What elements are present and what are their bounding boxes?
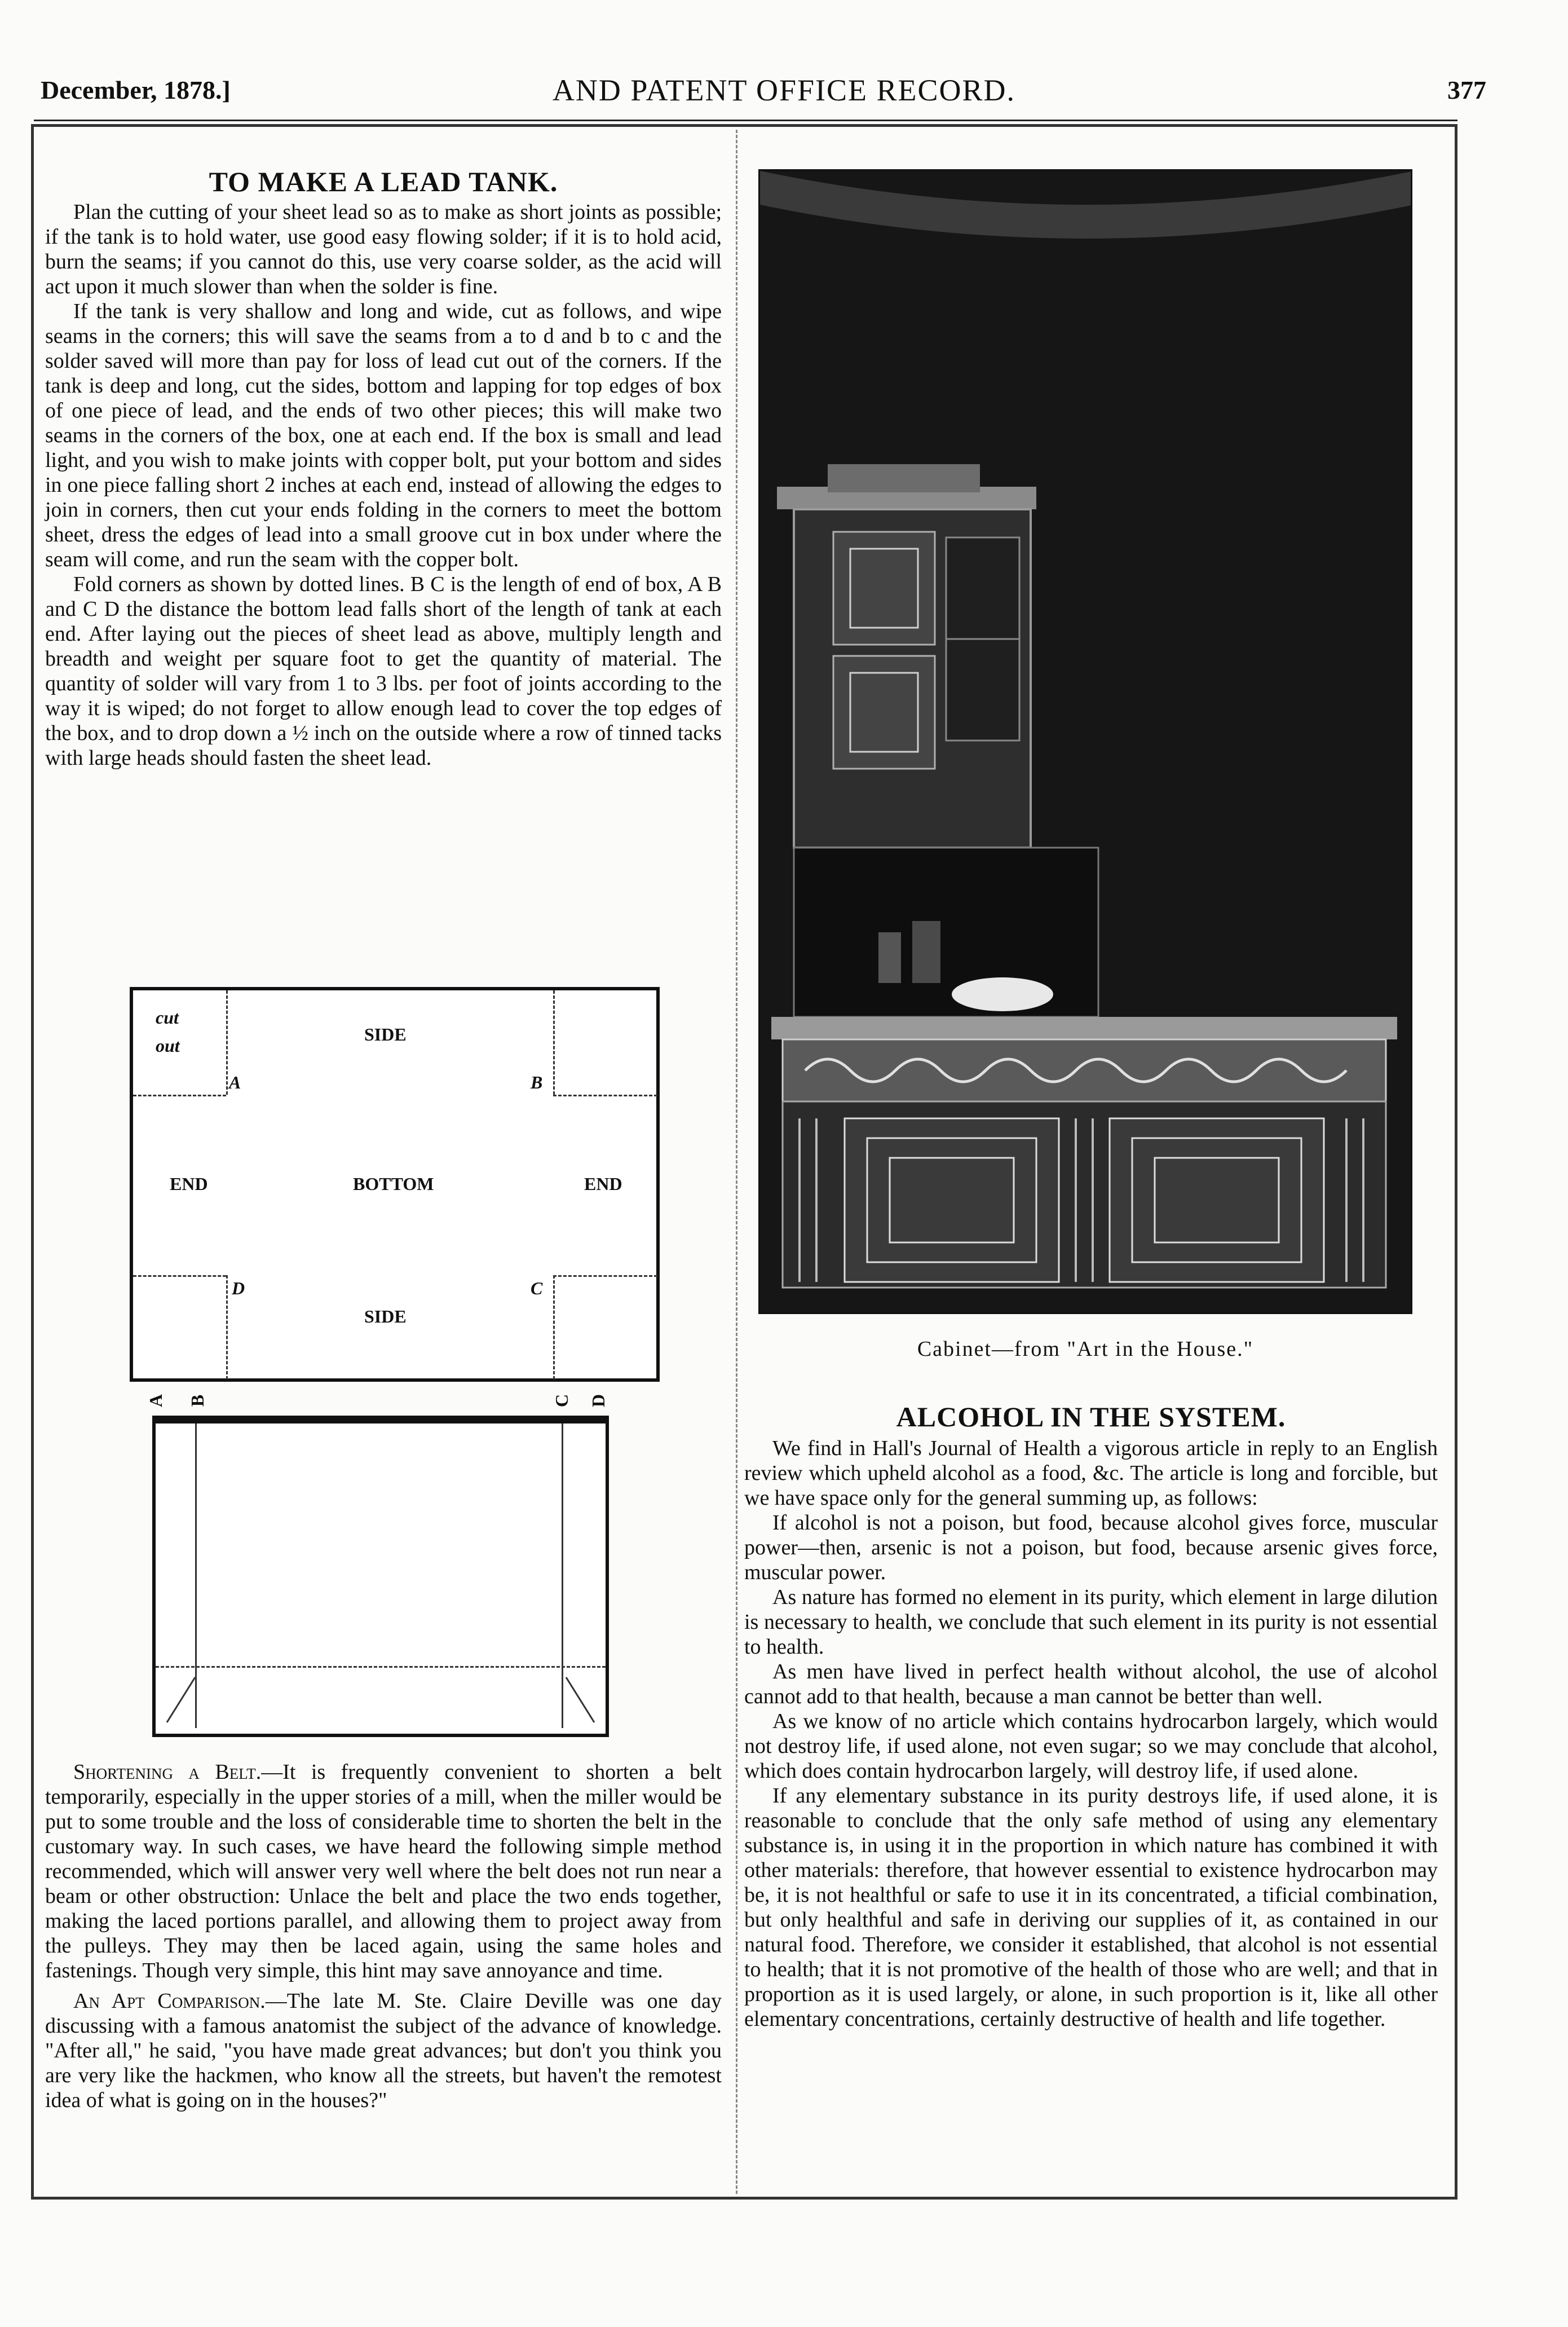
box-corner-folds [156,1666,606,1728]
fold-line-a-vertical [226,990,228,1095]
label-end-left: END [170,1174,208,1194]
comparison-text: —The late M. Ste. Claire Deville was one day discussing with a famous anatomist the subject of the advance of knowledge. "After all," he said, "you have made great advances; but don't you think you are very like the hackmen, who know all the streets, but haven't the remotest idea of what is going on in the houses?" [45,1989,722,2112]
label-c: C [531,1278,543,1298]
label-side-top: SIDE [364,1024,407,1044]
label-out: out [156,1035,180,1056]
alcohol-intro: We find in Hall's Journal of Health a vigorous article in reply to an English review which upheld alcohol as a food, &c. The article is long and forcible, but we have space only for the general summing up, as follows: [744,1436,1438,1510]
label-cut: cut [156,1007,179,1028]
fold-line-d-vertical [226,1275,228,1380]
alcohol-paragraph-5: If any elementary substance in its purity destroys life, if used alone, it is reasonable to conclude that the only safe method of using any elementary substance is, in using it in the proportion in which nature has combined it with other materials: therefore, that however essential to existence hydrocarbon may be, it is not healthful or safe to use it in its concentrated, a tificial combination, but only healthful and safe in deriving our supplies of it, as contained in our natural food. Therefore, we consider it established, that alcohol is not essential to health; that it is not promotive of the health of those who are well; and that in proportion as it is used largely, or alone, in such proportion is it, like all other elementary concentrations, certainly destructive of health and life together. [744,1784,1438,2031]
alcohol-paragraph-3: As men have lived in perfect health without alcohol, the use of alcohol cannot add to that health, because a man cannot be better than well. [744,1660,1438,1708]
belt-title: Shortening a Belt. [73,1760,262,1784]
lead-tank-article [45,166,722,770]
header-date: December, 1878.] [41,76,231,104]
lead-tank-layout-diagram [130,987,660,1382]
fold-line-top-right [553,1095,657,1096]
alcohol-paragraph-1: If alcohol is not a poison, but food, because alcohol gives force, muscular power—then, arsenic is not a poison, but food, because arsenic gives force, muscular power. [744,1511,1438,1584]
comparison-title: An Apt Comparison. [73,1989,266,2013]
lead-tank-paragraph-2: If the tank is very shallow and long and wide, cut as follows, and wipe seams in the corners; this will save the seams from a to d and b to c and the solder saved will more than pay for loss of lead cut out of the corners. If the tank is deep and long, cut the sides, bottom and lapping for top edges of box of one piece of lead, and the ends of two other pieces; this will make two seams in the corners of the box, one at each end. If the box is small and lead light, and you wish to make joints with copper bolt, put your bottom and sides in one piece falling short 2 inches at each end, instead of allowing the edges to join in corners, then cut your ends folding in the corners to meet the bottom sheet, dress the edges of lead into a small groove cut in box under where the seam will come, and run the seam with the copper bolt. [45,299,722,571]
lead-tank-title: TO MAKE A LEAD TANK. [209,166,558,197]
header-title: AND PATENT OFFICE RECORD. [552,73,1016,107]
label-b: B [531,1072,543,1092]
fold-line-bottom-left [133,1275,226,1277]
label-side-bottom: SIDE [364,1306,407,1326]
fold-line-c-vertical [553,1275,555,1380]
fold-line-top-left [133,1095,226,1096]
belt-article [45,1760,722,2113]
header-rule [34,120,1457,121]
alcohol-paragraph-2: As nature has formed no element in its purity, which element in large dilution is necessary to health, we conclude that such element in its purity is not essential to health. [744,1585,1438,1659]
side-label-a: A [145,1394,166,1408]
page-number: 377 [1447,76,1486,104]
alcohol-article [744,1401,1438,2031]
lead-tank-paragraph-1: Plan the cutting of your sheet lead so as to make as short joints as possible; if the tank is to hold water, use good easy flowing solder; if it is to hold acid, burn the seams; if you cannot do this, use very coarse solder, as the acid will act upon it much slower than when the solder is fine. [45,200,722,298]
label-bottom: BOTTOM [353,1174,434,1194]
lead-tank-paragraph-3: Fold corners as shown by dotted lines. B C is the length of end of box, A B and C D the distance the bottom lead falls short of the length of tank at each end. After laying out the pieces of sheet lead as above, multiply length and breadth and weight per square foot to get the quantity of material. The quantity of solder will vary from 1 to 3 lbs. per foot of joints according to the way it is wiped; do not forget to allow enough lead to cover the top edges of the box, and to drop down a ½ inch on the outside where a row of tinned tacks with large heads should fasten the sheet lead. [45,572,722,770]
cabinet-illustration [758,169,1412,1314]
label-a: A [229,1072,241,1092]
label-end-right: END [584,1174,622,1194]
lead-tank-box-diagram [152,1416,609,1737]
cabinet-drawing [760,171,1412,1314]
fold-line-bottom-right [553,1275,657,1277]
column-divider [736,130,737,2194]
alcohol-paragraph-4: As we know of no article which contains hydrocarbon largely, which would not destroy life, if used alone, not even sugar; so we may conclude that alcohol, which does contain hydrocarbon largely, will destroy life, if used alone. [744,1709,1438,1783]
side-label-b: B [187,1394,208,1407]
side-label-c: C [551,1394,572,1408]
cabinet-caption: Cabinet—from "Art in the House." [917,1337,1254,1361]
fold-line-b-vertical [553,990,555,1095]
side-label-d: D [588,1394,609,1408]
label-d: D [232,1278,245,1298]
belt-text: —It is frequently convenient to shorten a belt temporarily, especially in the upper stories of a mill, when the miller would be put to some trouble and the loss of considerable time to shorten the belt in the customary way. In such cases, we have heard the following simple method recommended, which will answer very well where the belt does not run near a beam or other obstruction: Unlace the belt and place the two ends together, making the laced portions parallel, and allowing them to project away from the pulleys. They may then be laced again, using the same holes and fastenings. Though very simple, this hint may save annoyance and time. [45,1760,722,1982]
alcohol-title: ALCOHOL IN THE SYSTEM. [896,1401,1286,1433]
